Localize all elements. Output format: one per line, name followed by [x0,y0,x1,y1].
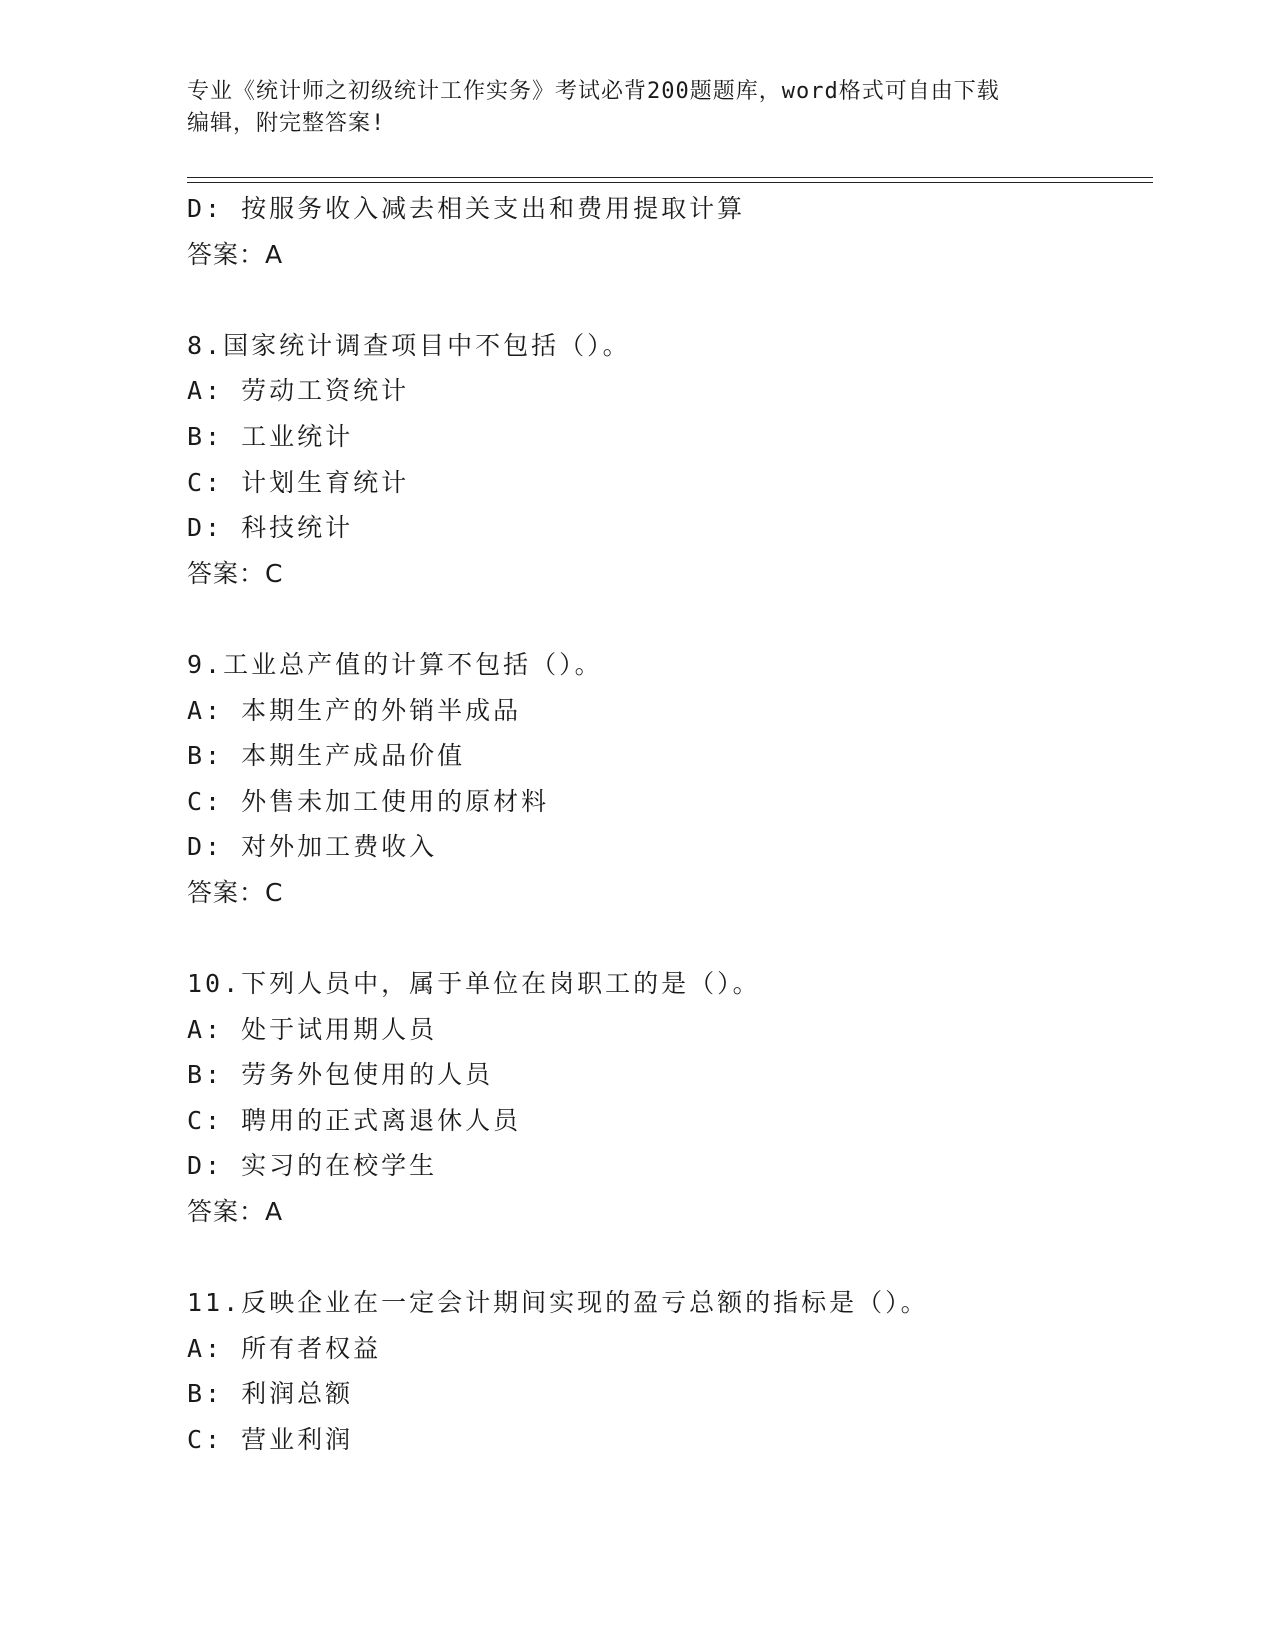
option-c: C: 外售未加工使用的原材料 [187,786,550,816]
option-a: A: 处于试用期人员 [187,1014,438,1044]
spacer [187,596,1153,642]
header-title-line-1: 专业《统计师之初级统计工作实务》考试必背200题题库，word格式可自由下载 [187,79,1000,104]
header-rule-top [187,177,1153,178]
question-text: 10.下列人员中，属于单位在岗职工的是（）。 [187,969,761,999]
header-title-line-2: 编辑，附完整答案! [187,111,386,136]
question-text: 9.工业总产值的计算不包括（）。 [187,649,603,679]
spacer [187,916,1153,962]
question-block-10 [187,961,1153,1235]
option-a: A: 本期生产的外销半成品 [187,695,522,725]
question-block-9 [187,642,1153,916]
option-c: C: 营业利润 [187,1425,354,1455]
answer-line: 答案：A [187,239,284,269]
document-header [187,76,1087,140]
answer-line: 答案：C [187,877,284,907]
answer-line: 答案：C [187,558,284,588]
spacer [187,1235,1153,1281]
question-block-11 [187,1280,1153,1462]
option-d: D: 按服务收入减去相关支出和费用提取计算 [187,194,746,223]
option-b: B: 利润总额 [187,1379,354,1409]
option-a: A: 劳动工资统计 [187,376,410,406]
question-list [187,186,1153,1463]
spacer [187,277,1153,323]
option-b: B: 工业统计 [187,421,354,451]
option-c: C: 聘用的正式离退休人员 [187,1105,522,1135]
question-text: 11.反映企业在一定会计期间实现的盈亏总额的指标是（）。 [187,1288,929,1318]
header-rule-bottom [187,182,1153,183]
answer-line: 答案：A [187,1197,284,1227]
option-c: C: 计划生育统计 [187,467,410,497]
option-a: A: 所有者权益 [187,1333,382,1363]
option-d: D: 实习的在校学生 [187,1151,438,1181]
question-text: 8.国家统计调查项目中不包括（）。 [187,330,631,360]
option-d: D: 科技统计 [187,513,354,543]
question-block-7-continuation [187,186,1153,277]
option-d: D: 对外加工费收入 [187,832,438,862]
option-b: B: 劳务外包使用的人员 [187,1060,494,1090]
option-b: B: 本期生产成品价值 [187,741,466,771]
question-block-8 [187,323,1153,597]
